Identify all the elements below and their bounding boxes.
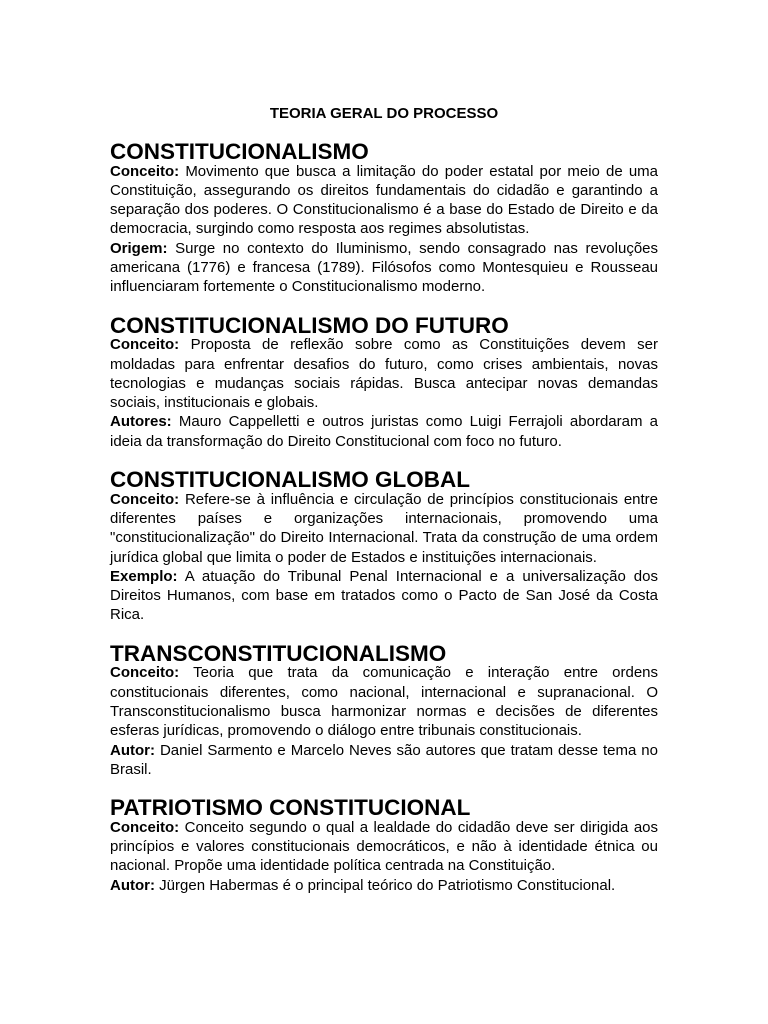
paragraph-text: Mauro Cappelletti e outros juristas como Luigi Ferrajoli abordaram a ideia da transformação do Direito Constitucional com foco no futuro. bbox=[110, 413, 659, 450]
section-heading: CONSTITUCIONALISMO DO FUTURO bbox=[110, 312, 509, 338]
section-heading: CONSTITUCIONALISMO bbox=[110, 139, 369, 165]
paragraph-autores bbox=[110, 412, 658, 451]
document-page bbox=[110, 104, 658, 914]
paragraph-text: Movimento que busca a limitação do poder estatal por meio de uma Constituição, assegurando os direitos fundamentais do cidadão e garantindo a separação dos poderes. O Constitucionalismo é a base do Estado de Direito e da democracia, surgindo como resposta aos regimes absolutistas. bbox=[110, 162, 658, 238]
paragraph-conceito bbox=[110, 162, 658, 239]
section-constitucionalismo-do-futuro bbox=[110, 312, 659, 451]
paragraph-label: Autores: bbox=[110, 413, 172, 431]
section-patriotismo-constitucional bbox=[110, 795, 659, 894]
paragraph-text: Refere-se à influência e circulação de princípios constitucionais entre diferentes países e organizações internacionais, promovendo uma "constitucionalização" do Direito Internacional. Trata da construção de uma ordem jurídica global que limita o poder de Estados e instituições internacionais. bbox=[110, 490, 659, 566]
paragraph-label: Conceito: bbox=[110, 336, 180, 354]
paragraph-conceito bbox=[110, 663, 658, 740]
paragraph-label: Conceito: bbox=[110, 490, 180, 508]
section-constitucionalismo bbox=[110, 139, 658, 296]
paragraph-text: Conceito segundo o qual a lealdade do cidadão deve ser dirigida aos princípios e valores constitucionais democráticos, e não à identidade étnica ou nacional. Propõe uma identidade política centrada na Constituição. bbox=[110, 818, 659, 875]
document-title: TEORIA GERAL DO PROCESSO bbox=[269, 105, 499, 122]
paragraph-label: Conceito: bbox=[110, 818, 180, 836]
paragraph-conceito bbox=[110, 335, 658, 412]
paragraph-text: Proposta de reflexão sobre como as Constituições devem ser moldadas para enfrentar desafios do futuro, como crises ambientais, novas tecnologias e mudanças sociais rápidas. Busca antecipar novas demandas sociais, institucionais e globais. bbox=[110, 336, 658, 412]
paragraph-autor bbox=[110, 741, 658, 780]
paragraph-autor bbox=[110, 876, 658, 895]
paragraph-label: Conceito: bbox=[110, 162, 180, 180]
paragraph-exemplo bbox=[110, 567, 658, 625]
paragraph-label: Exemplo: bbox=[110, 567, 178, 585]
paragraph-label: Conceito: bbox=[110, 664, 180, 682]
paragraph-text: A atuação do Tribunal Penal Internacional e a universalização dos Direitos Humanos, com base em tratados como o Pacto de San José da Costa Rica. bbox=[110, 567, 658, 624]
section-heading: PATRIOTISMO CONSTITUCIONAL bbox=[110, 795, 471, 821]
paragraph-label: Autor: bbox=[110, 741, 155, 759]
section-constitucionalismo-global bbox=[110, 467, 659, 624]
paragraph-conceito bbox=[110, 818, 658, 876]
paragraph-text: Surge no contexto do Iluminismo, sendo consagrado nas revoluções americana (1776) e francesa (1789). Filósofos como Montesquieu e Rousseau influenciaram fortemente o Constitucionalismo moderno. bbox=[110, 239, 658, 296]
paragraph-text: Teoria que trata da comunicação e interação entre ordens constitucionais diferentes, como nacional, internacional e supranacional. O Transconstitucionalismo busca harmonizar normas e decisões de diferentes esferas jurídicas, promovendo o diálogo entre tribunais constitucionais. bbox=[110, 664, 659, 740]
section-heading: TRANSCONSTITUCIONALISMO bbox=[110, 641, 447, 667]
paragraph-origem bbox=[110, 239, 658, 297]
section-transconstitucionalismo bbox=[110, 641, 659, 779]
paragraph-text: Jürgen Habermas é o principal teórico do Patriotismo Constitucional. bbox=[159, 876, 616, 894]
paragraph-conceito bbox=[110, 490, 658, 567]
paragraph-label: Autor: bbox=[110, 876, 155, 894]
paragraph-label: Origem: bbox=[110, 239, 168, 257]
paragraph-text: Daniel Sarmento e Marcelo Neves são autores que tratam desse tema no Brasil. bbox=[110, 741, 658, 778]
section-heading: CONSTITUCIONALISMO GLOBAL bbox=[110, 467, 470, 493]
